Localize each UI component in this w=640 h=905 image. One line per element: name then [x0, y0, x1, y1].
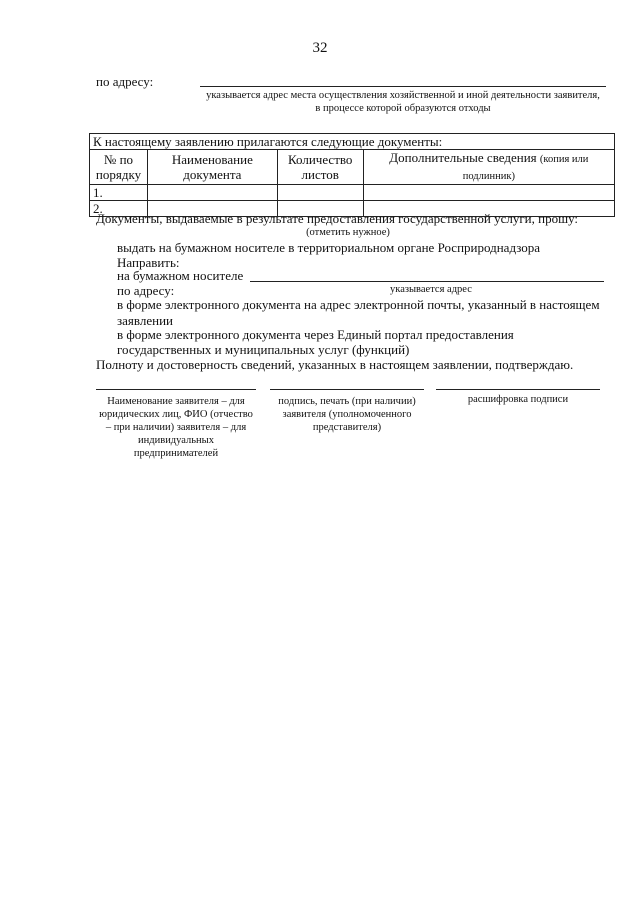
documents-table-header-row	[90, 150, 615, 185]
address-hint-line2: в процессе которой образуются отходы	[315, 103, 491, 114]
decoding-line	[436, 389, 600, 390]
delivery-intro: Документы, выдаваемые в результате предоставления государственной услуги, прошу:	[96, 211, 579, 226]
address-label: по адресу:	[96, 74, 154, 89]
applicant-caption: Наименование заявителя – для юридических лиц, ФИО (отчество – при наличии) заявителя – для индивидуальных предпринимателей	[99, 396, 253, 459]
row-num: 1.	[90, 185, 148, 201]
table-row	[90, 185, 615, 201]
delivery-address-hint: указывается адрес	[390, 284, 472, 295]
option-email-line1: в форме электронного документа на адрес электронной почты, указанный в настоящем	[117, 297, 600, 312]
address-hint-line1: указывается адрес места осуществления хозяйственной и иной деятельности заявителя,	[206, 90, 600, 101]
option-email-line2: заявлении	[117, 313, 173, 328]
option-paper-territorial: выдать на бумажном носителе в территориальном органе Росприроднадзора	[117, 240, 541, 255]
header-name: Наименование документа	[147, 150, 277, 185]
signature-line	[270, 389, 424, 390]
address-fill-line	[200, 86, 606, 87]
signature-caption: подпись, печать (при наличии) заявителя (уполномоченного представителя)	[278, 396, 416, 433]
documents-table-caption: К настоящему заявлению прилагаются следующие документы:	[90, 134, 615, 150]
page-number: 32	[312, 40, 328, 56]
send-label: Направить:	[117, 255, 180, 270]
applicant-line	[96, 389, 256, 390]
option-portal-line1: в форме электронного документа через Единый портал предоставления	[117, 327, 514, 342]
row-count-cell	[277, 185, 363, 201]
documents-table	[89, 133, 615, 217]
header-count: Количество листов	[277, 150, 363, 185]
option-portal-line2: государственных и муниципальных услуг (функций)	[117, 342, 410, 357]
header-extra: Дополнительные сведения (копия или подлинник)	[363, 150, 614, 185]
confirmation-text: Полноту и достоверность сведений, указанных в настоящем заявлении, подтверждаю.	[96, 357, 574, 372]
delivery-address-label: по адресу:	[117, 283, 175, 298]
delivery-note: (отметить нужное)	[306, 227, 390, 238]
decoding-caption: расшифровка подписи	[467, 394, 569, 405]
paper-fill-line	[250, 281, 604, 282]
header-num: № по порядку	[90, 150, 148, 185]
option-paper-send: на бумажном носителе	[117, 268, 244, 283]
row-num: 2.	[90, 201, 148, 217]
row-extra-cell	[363, 185, 614, 201]
row-name-cell	[147, 185, 277, 201]
